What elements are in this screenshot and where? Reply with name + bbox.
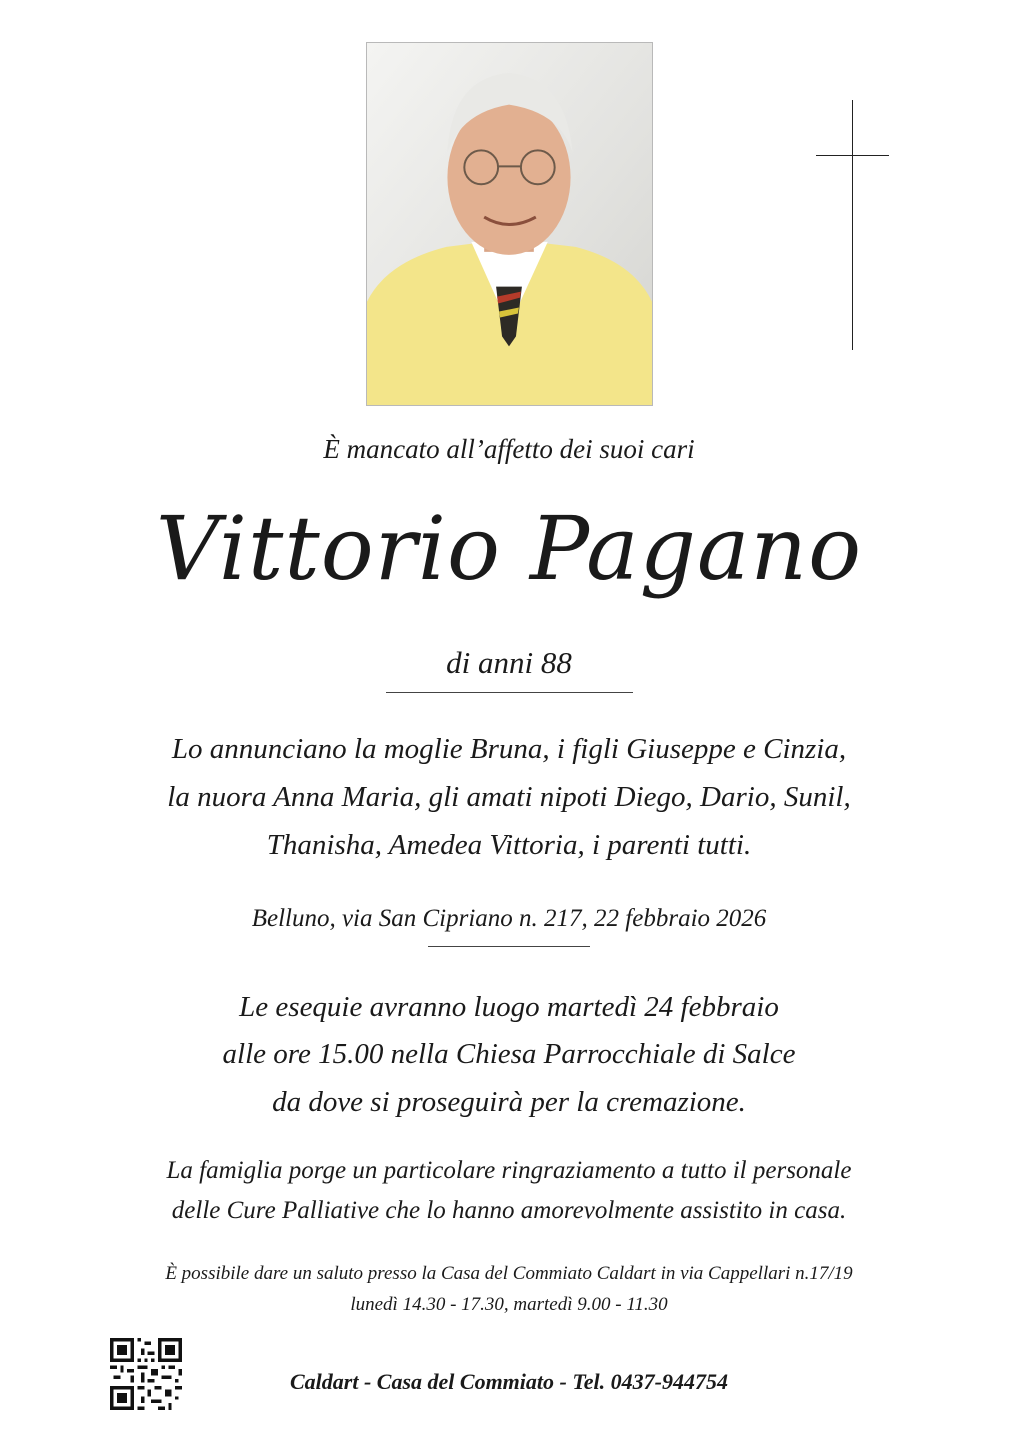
- intro-text: È mancato all’affetto dei suoi cari: [323, 434, 695, 464]
- footer-contact: Caldart - Casa del Commiato - Tel. 0437-944754: [290, 1369, 728, 1394]
- announcement-line: Thanisha, Amedea Vittoria, i parenti tutti.: [266, 829, 752, 861]
- deceased-name: Vittorio Pagano: [155, 497, 863, 600]
- funeral-line: Le esequie avranno luogo martedì 24 febbraio: [239, 991, 779, 1023]
- cross-icon-arm: [816, 155, 889, 156]
- place-divider: [428, 946, 590, 947]
- cross-icon: [852, 100, 853, 350]
- portrait-photo: [366, 42, 653, 406]
- funeral-line: da dove si proseguirà per la cremazione.: [272, 1086, 746, 1118]
- thanks-line: La famiglia porge un particolare ringraziamento a tutto il personale: [166, 1157, 852, 1184]
- announcement-line: la nuora Anna Maria, gli amati nipoti Diego, Dario, Sunil,: [167, 781, 851, 813]
- age-divider: [386, 692, 633, 693]
- age-text: di anni 88: [446, 645, 572, 680]
- visit-hours: lunedì 14.30 - 17.30, martedì 9.00 - 11.30: [350, 1294, 668, 1315]
- place-date: Belluno, via San Cipriano n. 217, 22 febbraio 2026: [251, 905, 767, 932]
- announcement-line: Lo annunciano la moglie Bruna, i figli Giuseppe e Cinzia,: [171, 733, 847, 765]
- thanks-line: delle Cure Palliative che lo hanno amorevolmente assistito in casa.: [171, 1197, 847, 1224]
- funeral-line: alle ore 15.00 nella Chiesa Parrocchiale di Salce: [222, 1038, 796, 1070]
- visit-line: È possibile dare un saluto presso la Casa del Commiato Caldart in via Cappellari n.17/19: [165, 1263, 853, 1284]
